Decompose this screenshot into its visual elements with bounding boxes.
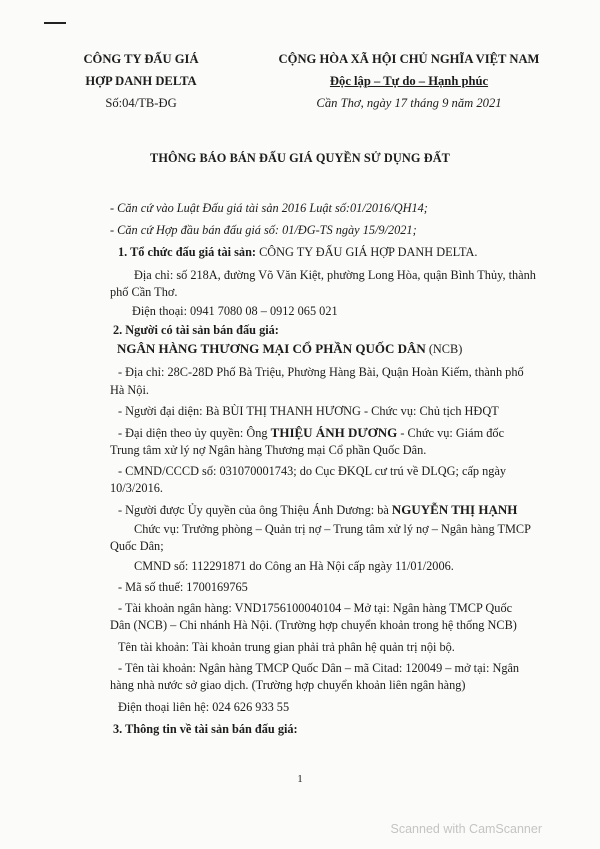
bank-abbr: (NCB) (425, 342, 463, 356)
company-name-line2: HỢP DANH DELTA (85, 74, 197, 88)
id-card-2: CMND số: 112291871 do Công an Hà Nội cấp ngày 11/01/2006. (134, 559, 454, 573)
national-header (250, 48, 568, 114)
bank-address-line-1: - Địa chỉ: 28C-28D Phố Bà Triệu, Phường Hàng Bài, Quận Hoàn Kiếm, thành phố (118, 365, 524, 379)
scanner-watermark: Scanned with CamScanner (390, 822, 542, 836)
section-3-heading: 3. Thông tin về tài sản bán đấu giá: (113, 722, 298, 736)
id-card-line-2: 10/3/2016. (110, 481, 163, 495)
section-2-heading: 2. Người có tài sản bán đấu giá: (113, 323, 279, 337)
auction-org-name: CÔNG TY ĐẤU GIÁ HỢP DANH DELTA. (256, 245, 478, 259)
document-title: THÔNG BÁO BÁN ĐẤU GIÁ QUYỀN SỬ DỤNG ĐẤT (150, 151, 450, 165)
basis-line-1: - Căn cứ vào Luật Đấu giá tài sản 2016 Luật số:01/2016/QH14; (110, 201, 428, 215)
id-card-line-1: - CMND/CCCD số: 031070001743; do Cục ĐKQL cư trú về DLQG; cấp ngày (118, 464, 507, 478)
company-name-line1: CÔNG TY ĐẤU GIÁ (83, 52, 199, 66)
authorized-rep-prefix: - Đại diện theo ủy quyền: Ông (118, 426, 271, 440)
authorized-rep-suffix: - Chức vụ: Giám đốc (397, 426, 505, 440)
org-header (56, 48, 226, 114)
account-name-1: Tên tài khoản: Tài khoản trung gian phải trả phân hệ quản trị nội bộ. (118, 640, 455, 654)
national-motto: Độc lập – Tự do – Hạnh phúc (329, 74, 489, 88)
account-name-2-line-1: - Tên tài khoản: Ngân hàng TMCP Quốc Dân – mã Citad: 120049 – mở tại: Ngân (118, 661, 520, 675)
bank-address-line-2: Hà Nội. (110, 383, 149, 397)
position-line-1: Chức vụ: Trưởng phòng – Quản trị nợ – Trung tâm xử lý nợ – Ngân hàng TMCP (134, 522, 531, 536)
bank-account-line-1: - Tài khoản ngân hàng: VND1756100040104 – Mở tại: Ngân hàng TMCP Quốc (118, 601, 513, 615)
basis-line-2: - Căn cứ Hợp đầu bán đấu giá số: 01/ĐG-TS ngày 15/9/2021; (110, 223, 417, 237)
sub-authorized-prefix: - Người được Ủy quyền của ông Thiệu Ánh Dương: bà (118, 503, 392, 517)
document-number: Số:04/TB-ĐG (105, 96, 177, 110)
document-date: Cần Thơ, ngày 17 tháng 9 năm 2021 (316, 96, 502, 110)
sub-authorized-line (118, 502, 517, 518)
org-address-line-2: phố Cần Thơ. (110, 285, 178, 299)
section-1-heading: 1. Tổ chức đấu giá tài sản: (118, 245, 256, 259)
bank-name-line (117, 341, 462, 357)
org-phone: Điện thoại: 0941 7080 08 – 0912 065 021 (132, 304, 338, 318)
tax-code: - Mã số thuế: 1700169765 (118, 580, 248, 594)
page-number: 1 (297, 773, 303, 785)
authorized-rep-name: THIỆU ÁNH DƯƠNG (270, 425, 398, 440)
nation-title: CỘNG HÒA XÃ HỘI CHỦ NGHĨA VIỆT NAM (278, 52, 540, 66)
bank-name: NGÂN HÀNG THƯƠNG MẠI CỔ PHẦN QUỐC DÂN (117, 341, 426, 356)
account-name-2-line-2: hàng nhà nước sở giao dịch. (Trường hợp chuyển khoản liên ngân hàng) (110, 678, 466, 692)
sub-authorized-name: NGUYỄN THỊ HẠNH (391, 502, 518, 517)
bank-account-line-2: Dân (NCB) – Chi nhánh Hà Nội. (Trường hợp chuyển khoản trong hệ thống NCB) (110, 618, 517, 632)
authorized-rep-line-2: Trung tâm xử lý nợ Ngân hàng Thương mại Cổ phần Quốc Dân. (110, 443, 427, 457)
org-address-line-1: Địa chỉ: số 218A, đường Võ Văn Kiệt, phường Long Hòa, quận Bình Thủy, thành (134, 268, 536, 282)
authorized-rep-line-1 (118, 425, 504, 441)
scan-mark (44, 22, 66, 24)
section-1-line (118, 244, 478, 260)
position-line-2: Quốc Dân; (110, 539, 164, 553)
legal-representative: - Người đại diện: Bà BÙI THỊ THANH HƯƠNG - Chức vụ: Chủ tịch HĐQT (118, 404, 499, 418)
contact-phone: Điện thoại liên hệ: 024 626 933 55 (118, 700, 290, 714)
